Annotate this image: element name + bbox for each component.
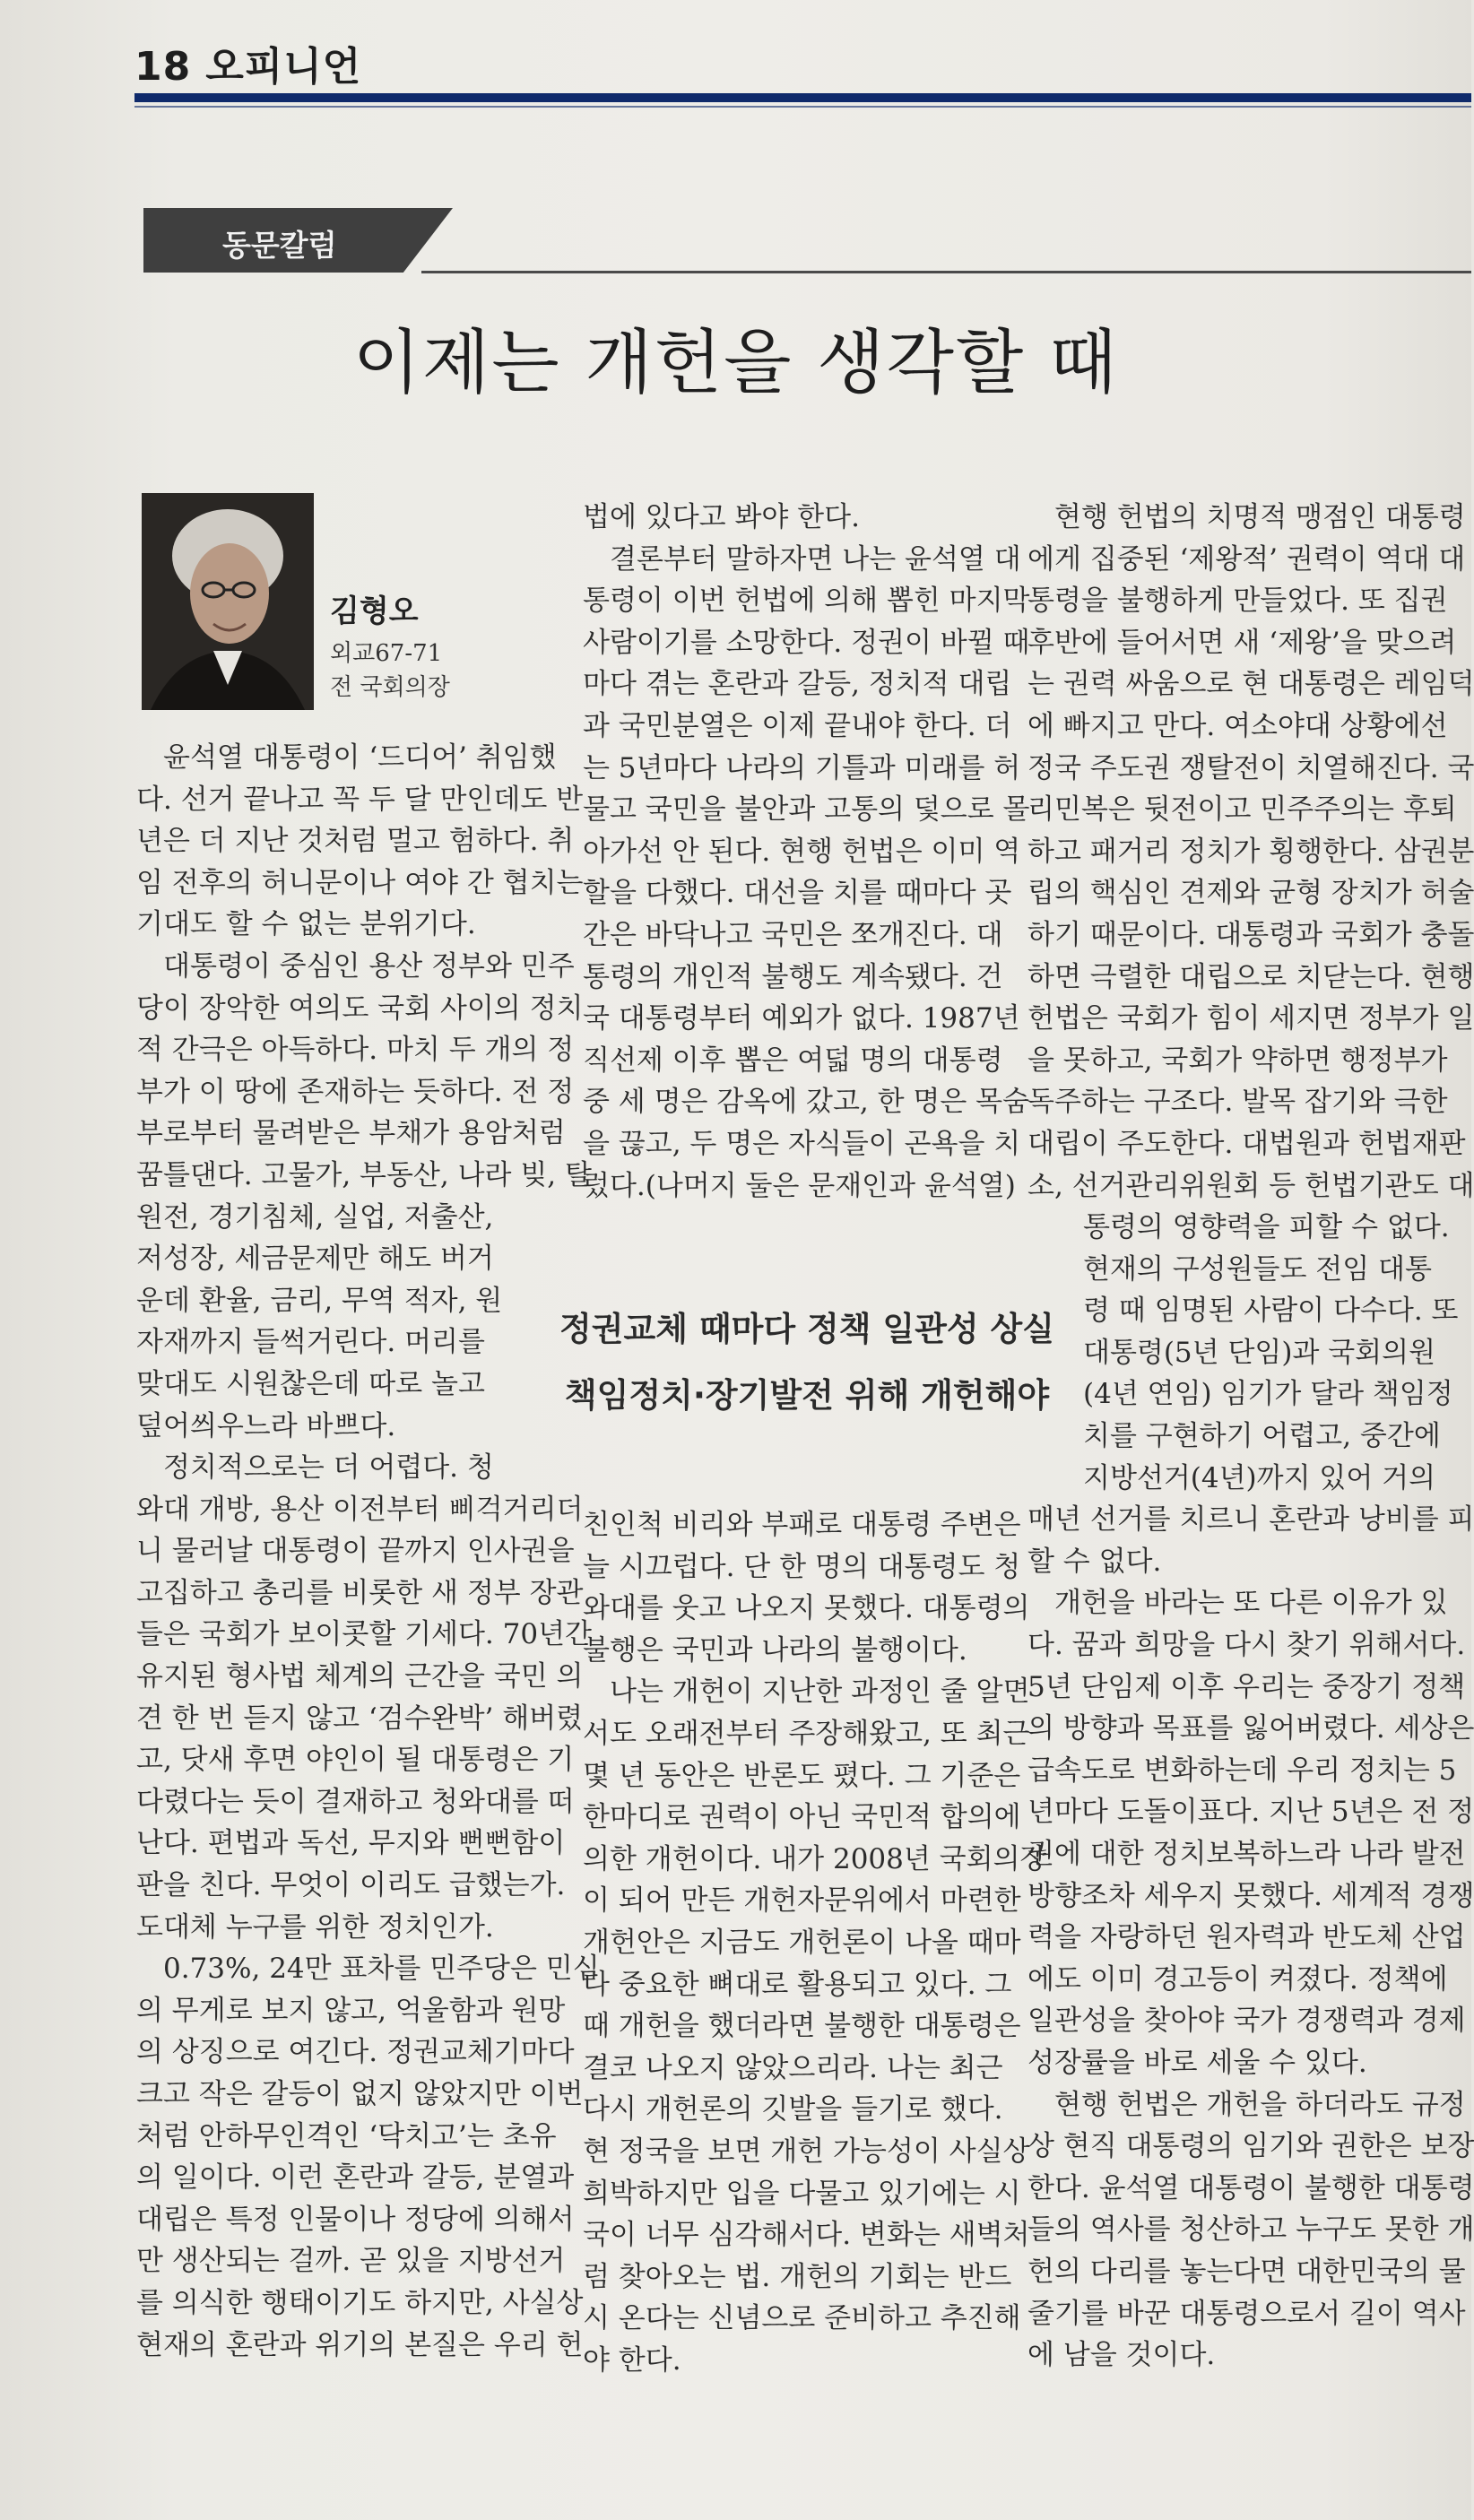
text-line: 와대 개방, 용산 이전부터 삐걱거리더 (136, 1493, 584, 1526)
text-line: 에도 이미 경고등이 켜졌다. 정책에 (1027, 1962, 1448, 1996)
text-line: 한마디로 권력이 아닌 국민적 합의에 (583, 1801, 1021, 1834)
text-line: 의 일이다. 이런 혼란과 갈등, 분열과 (136, 2161, 575, 2195)
text-line: 늘 시끄럽다. 단 한 명의 대통령도 청 (583, 1550, 1021, 1583)
text-line: 맞대도 시원찮은데 따로 놀고 (136, 1367, 485, 1400)
text-line: 운데 환율, 금리, 무역 적자, 원 (136, 1284, 503, 1317)
text-line: 사람이기를 소망한다. 정권이 바뀔 때 (583, 626, 1030, 659)
text-line: 립의 핵심인 견제와 균형 장치가 허술 (1027, 877, 1474, 910)
text-line: 도대체 누구를 위한 정치인가. (136, 1910, 494, 1944)
text-line: 물고 국민을 불안과 고통의 덫으로 몰 (583, 793, 1030, 827)
text-line: 개헌을 바라는 또 다른 이유가 있 (1054, 1587, 1448, 1620)
text-line: 난다. 편법과 독선, 무지와 뻔뻔함이 (136, 1827, 566, 1860)
column-tag-label: 동문칼럼 (222, 228, 337, 263)
text-line: 서도 오래전부터 주장해왔고, 또 최근 (583, 1717, 1030, 1750)
text-line: 치를 구현하기 어렵고, 중간에 (1083, 1420, 1441, 1453)
text-line: 정치적으로는 더 어렵다. 청 (163, 1451, 494, 1485)
text-line: 상 현직 대통령의 임기와 권한은 보장 (1027, 2130, 1474, 2163)
text-line: 줄기를 바꾼 대통령으로서 길이 역사 (1027, 2297, 1466, 2330)
text-line: 임 전후의 허니문이나 여야 간 협치는 (136, 866, 584, 899)
section-name: 오피니언 (205, 44, 362, 90)
text-line: 당이 장악한 여의도 국회 사이의 정치 (136, 992, 584, 1025)
article-column-2-bottom (583, 1504, 1047, 2381)
text-line: 꿈틀댄다. 고물가, 부동산, 나라 빚, 탈 (136, 1158, 592, 1191)
text-line: 현 정국을 보면 개헌 가능성이 사실상 (583, 2135, 1030, 2168)
text-line: 의 무게로 보지 않고, 억울함과 원망 (136, 1994, 566, 2027)
text-line: 부가 이 땅에 존재하는 듯하다. 전 정 (136, 1075, 575, 1108)
text-line: 때 개헌을 했더라면 불행한 대통령은 (583, 2010, 1021, 2043)
text-line: 부로부터 물려받은 부채가 용암처럼 (136, 1117, 566, 1150)
text-line: 대립이 주도한다. 대법원과 헌법재판 (1027, 1127, 1466, 1160)
text-line: 아가선 안 된다. 현행 헌법은 이미 역 (583, 835, 1021, 868)
text-line: 니 물러날 대통령이 끝까지 인사권을 (136, 1535, 575, 1568)
header-rule (134, 93, 1471, 102)
text-line: 헌법은 국회가 힘이 세지면 정부가 일 (1027, 1002, 1474, 1035)
text-line: 대통령이 중심인 용산 정부와 민주 (163, 949, 575, 983)
author-portrait-image (142, 493, 314, 710)
text-line: 크고 작은 갈등이 없지 않았지만 이번 (136, 2078, 584, 2110)
page-number: 18 (134, 44, 192, 90)
text-line: 야 한다. (583, 2343, 681, 2377)
text-line: 권에 대한 정치보복하느라 나라 발전 (1027, 1838, 1466, 1870)
text-line: 는 5년마다 나라의 기틀과 미래를 허 (583, 751, 1021, 784)
text-line: 현재의 혼란과 위기의 본질은 우리 헌 (136, 2328, 584, 2361)
text-line: 중 세 명은 감옥에 갔고, 한 명은 목숨 (583, 1086, 1030, 1119)
text-line: 불행은 국민과 나라의 불행이다. (583, 1633, 967, 1667)
text-line: 년마다 도돌이표다. 지난 5년은 전 정 (1027, 1796, 1474, 1829)
text-line: 하기 때문이다. 대통령과 국회가 충돌 (1027, 918, 1474, 951)
text-line: 덮어씌우느라 바쁘다. (136, 1409, 396, 1442)
text-line: 이 되어 만든 개헌자문위에서 마련한 (583, 1884, 1021, 1918)
text-line: 들의 역사를 청산하고 누구도 못한 개 (1027, 2213, 1474, 2247)
article-column-1 (136, 737, 600, 2366)
text-line: 윤석열 대통령이 ‘드디어’ 취임했 (163, 741, 557, 774)
text-line: 의한 개헌이다. 내가 2008년 국회의장 (583, 1842, 1047, 1875)
text-line: 일관성을 찾아야 국가 경쟁력과 경제 (1027, 2005, 1466, 2038)
text-line: 들은 국회가 보이콧할 기세다. 70년간 (136, 1618, 592, 1651)
text-line: 현행 헌법의 치명적 맹점인 대통령 (1054, 501, 1466, 533)
text-line: 소, 선거관리위원회 등 헌법기관도 대 (1027, 1169, 1474, 1202)
text-line: 하면 극렬한 대립으로 치닫는다. 현행 (1027, 960, 1474, 993)
text-line: 통령이 이번 헌법에 의해 뽑힌 마지막 (583, 585, 1030, 618)
text-line: 지방선거(4년)까지 있어 거의 (1083, 1461, 1436, 1494)
author-affiliation: 외교67-71 (330, 640, 443, 667)
text-line: 기대도 할 수 없는 분위기다. (136, 908, 476, 941)
text-line: 력을 자랑하던 원자력과 반도체 산업 (1027, 1921, 1466, 1954)
text-line: 직선제 이후 뽑은 여덟 명의 대통령 (583, 1044, 1003, 1077)
text-line: 할을 다했다. 대선을 치를 때마다 곳 (583, 877, 1012, 910)
text-line: 헌의 다리를 놓는다면 대한민국의 물 (1027, 2255, 1466, 2288)
text-line: 의 방향과 목표를 잃어버렸다. 세상은 (1027, 1712, 1474, 1745)
page-header (134, 34, 361, 91)
text-line: 국이 너무 심각해서다. 변화는 새벽처 (583, 2219, 1030, 2252)
text-line: 친인척 비리와 부패로 대통령 주변은 (583, 1509, 1021, 1541)
text-line: 법에 있다고 봐야 한다. (583, 501, 860, 533)
text-line: 령 때 임명된 사람이 다수다. 또 (1083, 1295, 1459, 1328)
text-line: 에 빠지고 만다. 여소야대 상황에선 (1027, 709, 1448, 742)
text-line: 희박하지만 입을 다물고 있기에는 시 (583, 2177, 1021, 2210)
text-line: 고집하고 총리를 비롯한 새 정부 장관 (136, 1576, 584, 1609)
text-line: 할 수 없다. (1027, 1545, 1162, 1578)
text-line: 성장률을 바로 세울 수 있다. (1027, 2046, 1367, 2079)
headline: 이제는 개헌을 생각할 때 (352, 323, 1119, 403)
text-line: 대립은 특정 인물이나 정당에 의해서 (136, 2203, 575, 2236)
text-line: 한다. 윤석열 대통령이 불행한 대통령 (1027, 2171, 1474, 2204)
text-line: 간은 바닥나고 국민은 쪼개진다. 대 (583, 918, 1003, 951)
text-line: 에 남을 것이다. (1027, 2339, 1216, 2372)
text-line: 를 의식한 행태이기도 하지만, 사실상 (136, 2286, 584, 2319)
text-line: 시 온다는 신념으로 준비하고 추진해 (583, 2302, 1021, 2335)
text-line: 원전, 경기침체, 실업, 저출산, (136, 1200, 494, 1234)
author-title: 전 국회의장 (330, 674, 450, 701)
text-line: 에게 집중된 ‘제왕적’ 권력이 역대 대 (1027, 542, 1466, 576)
text-line: 리민복은 뒷전이고 민주주의는 후퇴 (1027, 793, 1457, 827)
header-rule-thin (134, 106, 1471, 108)
text-line: 적 간극은 아득하다. 마치 두 개의 정 (136, 1034, 575, 1067)
text-line: 저성장, 세금문제만 해도 버거 (136, 1243, 494, 1276)
text-line: 현재의 구성원들도 전임 대통 (1083, 1252, 1432, 1286)
text-line: 대통령(5년 단임)과 국회의원 (1083, 1336, 1436, 1369)
text-line: 통령의 개인적 불행도 계속됐다. 건 (583, 960, 1003, 993)
text-line: 만 생산되는 걸까. 곧 있을 지방선거 (136, 2245, 566, 2278)
text-line: 년은 더 지난 것처럼 멀고 험하다. 취 (136, 825, 575, 858)
pull-quote-line-1: 정권교체 때마다 정책 일관성 상실 (559, 1310, 1054, 1348)
text-line: 럼 찾아오는 법. 개헌의 기회는 반드 (583, 2260, 1012, 2293)
text-line: 다. 꿈과 희망을 다시 찾기 위해서다. (1027, 1629, 1466, 1662)
text-line: 몇 년 동안은 반론도 폈다. 그 기준은 (583, 1759, 1021, 1792)
text-line: 견 한 번 듣지 않고 ‘검수완박’ 해버렸 (136, 1702, 584, 1735)
text-line: 0.73%, 24만 표차를 민주당은 민심 (163, 1953, 600, 1986)
text-line: 현행 헌법은 개헌을 하더라도 규정 (1054, 2088, 1466, 2121)
text-line: 급속도로 변화하는데 우리 정치는 5 (1027, 1754, 1457, 1787)
text-line: 렀다.(나머지 둘은 문재인과 윤석열) (583, 1169, 1016, 1202)
text-line: 국 대통령부터 예외가 없다. 1987년 (583, 1002, 1020, 1035)
text-line: 독주하는 구조다. 발목 잡기와 극한 (1027, 1086, 1448, 1119)
text-line: 유지된 형사법 체계의 근간을 국민 의 (136, 1660, 584, 1693)
text-line: 매년 선거를 치르니 혼란과 낭비를 피 (1027, 1503, 1474, 1537)
pull-quote-line-2: 책임정치·장기발전 위해 개헌해야 (564, 1376, 1050, 1415)
author-name: 김형오 (330, 593, 419, 629)
text-line: 처럼 안하무인격인 ‘닥치고’는 초유 (136, 2119, 557, 2152)
text-line: 결론부터 말하자면 나는 윤석열 대 (610, 542, 1021, 576)
text-line: 통령을 불행하게 만들었다. 또 집권 (1027, 585, 1448, 618)
text-line: 다. 선거 끝나고 꼭 두 달 만인데도 반 (136, 783, 584, 816)
article-column-2-top (583, 497, 1030, 1207)
text-line: 을 끊고, 두 명은 자식들이 곤욕을 치 (583, 1127, 1021, 1160)
text-line: 다렸다는 듯이 결재하고 청와대를 떠 (136, 1785, 575, 1818)
text-line: 마다 겪는 혼란과 갈등, 정치적 대립 (583, 668, 1012, 701)
article-column-3 (1027, 497, 1474, 2377)
text-line: 자재까지 들썩거린다. 머리를 (136, 1326, 485, 1359)
text-line: (4년 연임) 임기가 달라 책임정 (1083, 1378, 1453, 1411)
text-line: 정국 주도권 쟁탈전이 치열해진다. 국 (1027, 751, 1474, 784)
text-line: 결코 나오지 않았으리라. 나는 최근 (583, 2051, 1003, 2084)
author-photo (142, 493, 314, 710)
text-line: 개헌안은 지금도 개헌론이 나올 때마 (583, 1926, 1021, 1959)
text-line: 나는 개헌이 지난한 과정인 줄 알면 (610, 1676, 1030, 1709)
text-line: 다시 개헌론의 깃발을 들기로 했다. (583, 2093, 1003, 2126)
text-line: 을 못하고, 국회가 약하면 행정부가 (1027, 1044, 1448, 1077)
text-line: 고, 닷새 후면 야인이 될 대통령은 기 (136, 1744, 575, 1777)
text-line: 5년 단임제 이후 우리는 중장기 정책 (1027, 1670, 1466, 1703)
text-line: 와대를 웃고 나오지 못했다. 대통령의 (583, 1592, 1030, 1625)
text-line: 하고 패거리 정치가 횡행한다. 삼권분 (1027, 835, 1474, 868)
column-tag-rule (421, 271, 1471, 273)
text-line: 방향조차 세우지 못했다. 세계적 경쟁 (1027, 1879, 1474, 1912)
text-line: 다 중요한 뼈대로 활용되고 있다. 그 (583, 1968, 1012, 2001)
text-line: 과 국민분열은 이제 끝내야 한다. 더 (583, 709, 1012, 742)
text-line: 의 상징으로 여긴다. 정권교체기마다 (136, 2036, 575, 2069)
text-line: 판을 친다. 무엇이 이리도 급했는가. (136, 1869, 566, 1902)
text-line: 는 권력 싸움으로 현 대통령은 레임덕 (1027, 668, 1474, 701)
text-line: 후반에 들어서면 새 ‘제왕’을 맞으려 (1027, 626, 1457, 659)
text-line: 통령의 영향력을 피할 수 없다. (1083, 1211, 1450, 1244)
